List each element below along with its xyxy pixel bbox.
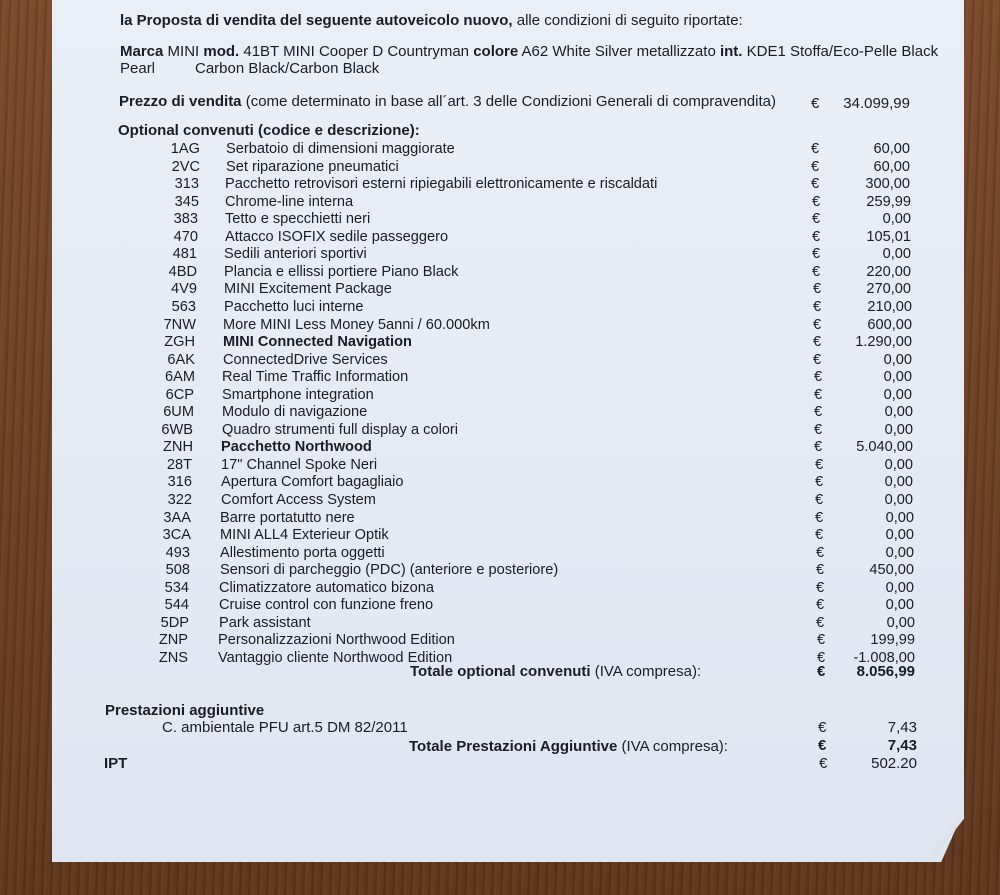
optional-description: Climatizzatore automatico bizona	[219, 579, 434, 596]
optional-currency: €	[814, 421, 823, 438]
optional-description: Tetto e specchietti neri	[225, 211, 371, 228]
optional-code: ZNP	[158, 632, 188, 649]
intro-bold: la Proposta di vendita del seguente autoveicolo nuovo,	[120, 12, 513, 29]
optional-currency: €	[815, 509, 824, 526]
optional-total-line	[410, 663, 701, 680]
services-total-note: (IVA compresa):	[617, 738, 728, 755]
optional-amount: 0,00	[885, 544, 914, 561]
optional-currency: €	[813, 298, 822, 315]
optional-description: Comfort Access System	[221, 492, 376, 508]
optional-total-note: (IVA compresa):	[590, 663, 702, 680]
optional-currency: €	[816, 562, 825, 579]
optional-amount: 450,00	[869, 562, 914, 579]
optional-description: Apertura Comfort bagagliaio	[221, 474, 404, 491]
optional-code: 470	[173, 228, 198, 245]
optional-code: 544	[164, 597, 189, 614]
price-line	[119, 93, 776, 110]
optional-code: 493	[165, 544, 190, 561]
mod-value: 41BT MINI Cooper D Countryman	[239, 43, 474, 60]
optional-description: Pacchetto retrovisori esterni ripiegabili elettronicamente e riscaldati	[225, 176, 658, 193]
services-total-line	[409, 738, 728, 755]
optional-currency: €	[816, 544, 825, 561]
optional-amount: 600,00	[867, 316, 912, 333]
optional-code: 5DP	[160, 614, 189, 631]
optional-currency: €	[817, 649, 826, 666]
optional-code: 6AM	[164, 369, 195, 386]
optional-code: 6AK	[167, 351, 195, 368]
optional-description: Vantaggio cliente Northwood Edition	[218, 649, 453, 666]
optional-amount: 0,00	[884, 474, 913, 491]
optional-description: Pacchetto luci interne	[224, 298, 364, 315]
price-amount: 34.099,99	[843, 95, 910, 112]
optional-currency: €	[814, 404, 823, 421]
optional-currency: €	[813, 351, 822, 368]
optional-amount: 0,00	[883, 369, 912, 386]
int-value: KDE1 Stoffa/Eco-Pelle Black	[742, 43, 939, 60]
optional-description: Park assistant	[219, 614, 311, 631]
optional-currency: €	[812, 228, 821, 245]
optional-description: Allestimento porta oggetti	[220, 544, 385, 561]
optional-description: Modulo di navigazione	[222, 404, 368, 421]
optional-amount: 0,00	[884, 404, 913, 421]
services-total-label: Totale Prestazioni Aggiuntive	[409, 738, 618, 755]
optional-code: 508	[165, 562, 190, 579]
optional-amount: 220,00	[866, 263, 911, 280]
optional-code: 383	[173, 211, 198, 228]
optional-amount: 60,00	[873, 141, 910, 157]
optional-code: 534	[164, 579, 189, 596]
optional-description: Attacco ISOFIX sedile passeggero	[225, 228, 449, 245]
optional-amount: 0,00	[883, 351, 912, 368]
price-label: Prezzo di vendita	[119, 93, 242, 110]
services-header: Prestazioni aggiuntive	[105, 702, 265, 719]
optional-description: Cruise control con funzione freno	[219, 597, 434, 614]
ipt-label: IPT	[104, 755, 128, 772]
optional-amount: 1.290,00	[855, 334, 912, 351]
ipt-currency: €	[819, 755, 828, 772]
optional-code: 481	[172, 246, 197, 263]
optional-amount: 5.040,00	[856, 439, 913, 456]
vehicle-line-2b: Carbon Black/Carbon Black	[195, 60, 380, 77]
services-item-amount: 7,43	[887, 719, 917, 736]
optional-currency: €	[817, 632, 826, 649]
optional-amount: 60,00	[873, 158, 910, 175]
optional-description: Chrome-line interna	[225, 193, 354, 210]
optional-amount: 0,00	[886, 614, 915, 631]
optional-description: MINI Excitement Package	[224, 281, 392, 298]
marca-label: Marca	[120, 43, 164, 60]
optional-amount: 0,00	[883, 386, 912, 403]
optional-amount: 105,01	[866, 228, 911, 245]
optional-description: Serbatoio di dimensioni maggiorate	[226, 141, 455, 157]
optional-code: 313	[174, 176, 199, 193]
services-total-amount: 7,43	[887, 737, 917, 754]
optional-code: 563	[171, 298, 196, 315]
optional-amount: 270,00	[866, 281, 911, 298]
optional-description: MINI Connected Navigation	[223, 334, 412, 351]
optional-amount: 199,99	[870, 632, 915, 649]
optional-currency: €	[812, 246, 821, 263]
optional-currency: €	[813, 316, 822, 333]
colore-label: colore	[473, 43, 519, 60]
optional-code: ZGH	[164, 334, 195, 351]
optional-total-amount: 8.056,99	[856, 663, 915, 680]
vehicle-line-1	[120, 43, 938, 60]
ipt-amount: 502.20	[871, 755, 917, 772]
price-currency: €	[811, 95, 820, 112]
optional-description: Real Time Traffic Information	[222, 369, 409, 386]
optional-code: ZNS	[158, 649, 188, 666]
optional-code: 4BD	[168, 263, 197, 280]
optional-code: ZNH	[163, 439, 193, 456]
optional-currency: €	[811, 141, 820, 157]
intro-line	[120, 12, 743, 29]
optionals-header: Optional convenuti (codice e descrizione):	[118, 122, 420, 139]
price-note: (come determinato in base all´art. 3 delle Condizioni Generali di compravendita)	[241, 93, 776, 110]
optional-code: 6WB	[161, 421, 193, 438]
optional-code: 6CP	[165, 386, 194, 403]
optional-currency: €	[814, 369, 823, 386]
optional-amount: 210,00	[867, 298, 912, 315]
optional-code: 345	[174, 193, 199, 210]
optional-amount: 0,00	[882, 246, 911, 263]
optional-code: 6UM	[163, 404, 194, 421]
int-label: int.	[719, 43, 743, 60]
optional-description: 17" Channel Spoke Neri	[221, 456, 378, 473]
optional-description: ConnectedDrive Services	[223, 351, 388, 368]
optional-description: Sensori di parcheggio (PDC) (anteriore e posteriore)	[220, 562, 559, 579]
optional-currency: €	[816, 597, 825, 614]
optional-amount: 0,00	[884, 421, 913, 438]
optional-code: 316	[167, 474, 192, 491]
vehicle-line-2a: Pearl	[120, 60, 156, 77]
colore-value: A62 White Silver metallizzato	[518, 43, 720, 60]
optional-currency: €	[811, 176, 820, 193]
optional-description: Pacchetto Northwood	[221, 439, 372, 456]
optional-currency: €	[814, 439, 823, 456]
optional-currency: €	[815, 456, 824, 473]
optional-currency: €	[815, 492, 824, 508]
optional-currency: €	[811, 158, 820, 175]
services-item-currency: €	[818, 719, 827, 736]
optional-amount: 0,00	[885, 597, 914, 614]
services-total-currency: €	[818, 737, 827, 754]
optional-amount: 300,00	[865, 176, 910, 193]
intro-rest: alle condizioni di seguito riportate:	[512, 12, 743, 29]
optional-description: Set riparazione pneumatici	[226, 158, 399, 175]
optional-description: Barre portatutto nere	[220, 509, 355, 526]
optional-currency: €	[812, 193, 821, 210]
optional-amount: 0,00	[885, 509, 914, 526]
optional-amount: 259,99	[866, 193, 911, 210]
optional-code: 322	[167, 492, 192, 508]
optional-currency: €	[815, 474, 824, 491]
optional-currency: €	[813, 281, 822, 298]
optional-description: Smartphone integration	[222, 386, 374, 403]
services-item-desc: C. ambientale PFU art.5 DM 82/2011	[162, 719, 408, 736]
optional-currency: €	[815, 527, 824, 544]
optional-currency: €	[814, 386, 823, 403]
optional-total-label: Totale optional convenuti	[410, 663, 591, 680]
optional-description: MINI ALL4 Exterieur Optik	[220, 527, 389, 544]
optional-description: Sedili anteriori sportivi	[224, 246, 367, 263]
optional-amount: -1.008,00	[853, 649, 915, 666]
optional-amount: 0,00	[882, 211, 911, 228]
optional-amount: 0,00	[884, 492, 913, 508]
optional-code: 3CA	[162, 527, 191, 544]
optional-code: 4V9	[171, 281, 197, 298]
optional-description: Quadro strumenti full display a colori	[222, 421, 459, 438]
marca-value: MINI	[163, 43, 204, 60]
optional-code: 1AG	[170, 141, 200, 157]
optional-currency: €	[816, 579, 825, 596]
optional-amount: 0,00	[885, 527, 914, 544]
optional-currency: €	[812, 211, 821, 228]
optional-description: Personalizzazioni Northwood Edition	[218, 632, 455, 649]
mod-label: mod.	[203, 43, 240, 60]
optional-code: 7NW	[163, 316, 196, 333]
optional-description: More MINI Less Money 5anni / 60.000km	[223, 316, 490, 333]
optional-currency: €	[813, 334, 822, 351]
optional-currency: €	[812, 263, 821, 280]
optional-code: 2VC	[171, 158, 200, 175]
optional-description: Plancia e ellissi portiere Piano Black	[224, 263, 459, 280]
optional-code: 28T	[166, 456, 192, 473]
optional-currency: €	[816, 614, 825, 631]
optional-total-currency: €	[817, 663, 826, 680]
optional-amount: 0,00	[885, 579, 914, 596]
optional-amount: 0,00	[884, 456, 913, 473]
optional-code: 3AA	[163, 509, 191, 526]
